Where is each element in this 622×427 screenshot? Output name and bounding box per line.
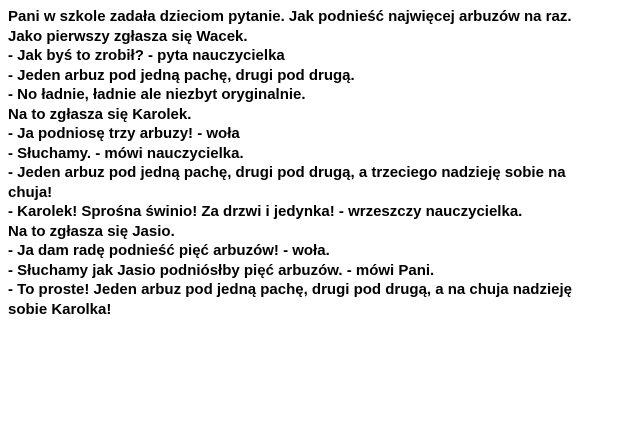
text-line: - Jeden arbuz pod jedną pachę, drugi pod drugą. — [8, 66, 355, 84]
text-line: - Jeden arbuz pod jedną pachę, drugi pod drugą, a trzeciego nadzieję sobie na — [8, 164, 566, 181]
text-line: - Słuchamy. - mówi nauczycielka. — [8, 144, 244, 162]
text-line: - Słuchamy jak Jasio podniósłby pięć arbuzów. - mówi Pani. — [8, 261, 435, 279]
text-line: - Jak byś to zrobił? - pyta nauczycielka — [8, 47, 285, 64]
text-line: Pani w szkole zadała dzieciom pytanie. Jak podnieść najwięcej arbuzów na raz. — [8, 8, 572, 25]
text-line: Na to zgłasza się Jasio. — [8, 222, 175, 240]
text-line: sobie Karolka! — [8, 300, 112, 318]
text-line: - No ładnie, ładnie ale niezbyt oryginalnie. — [8, 86, 306, 103]
text-line: chuja! — [8, 183, 53, 201]
text-line: Na to zgłasza się Karolek. — [8, 105, 192, 123]
text-line: - Ja podniosę trzy arbuzy! - woła — [8, 125, 240, 142]
joke-text-block — [8, 7, 620, 319]
text-line: - To proste! Jeden arbuz pod jedną pachę, drugi pod drugą, a na chuja nadzieję — [8, 281, 572, 298]
text-line: - Karolek! Sprośna świnio! Za drzwi i jedynka! - wrzeszczy nauczycielka. — [8, 203, 523, 220]
text-line: - Ja dam radę podnieść pięć arbuzów! - woła. — [8, 242, 330, 259]
text-line: Jako pierwszy zgłasza się Wacek. — [8, 27, 248, 45]
